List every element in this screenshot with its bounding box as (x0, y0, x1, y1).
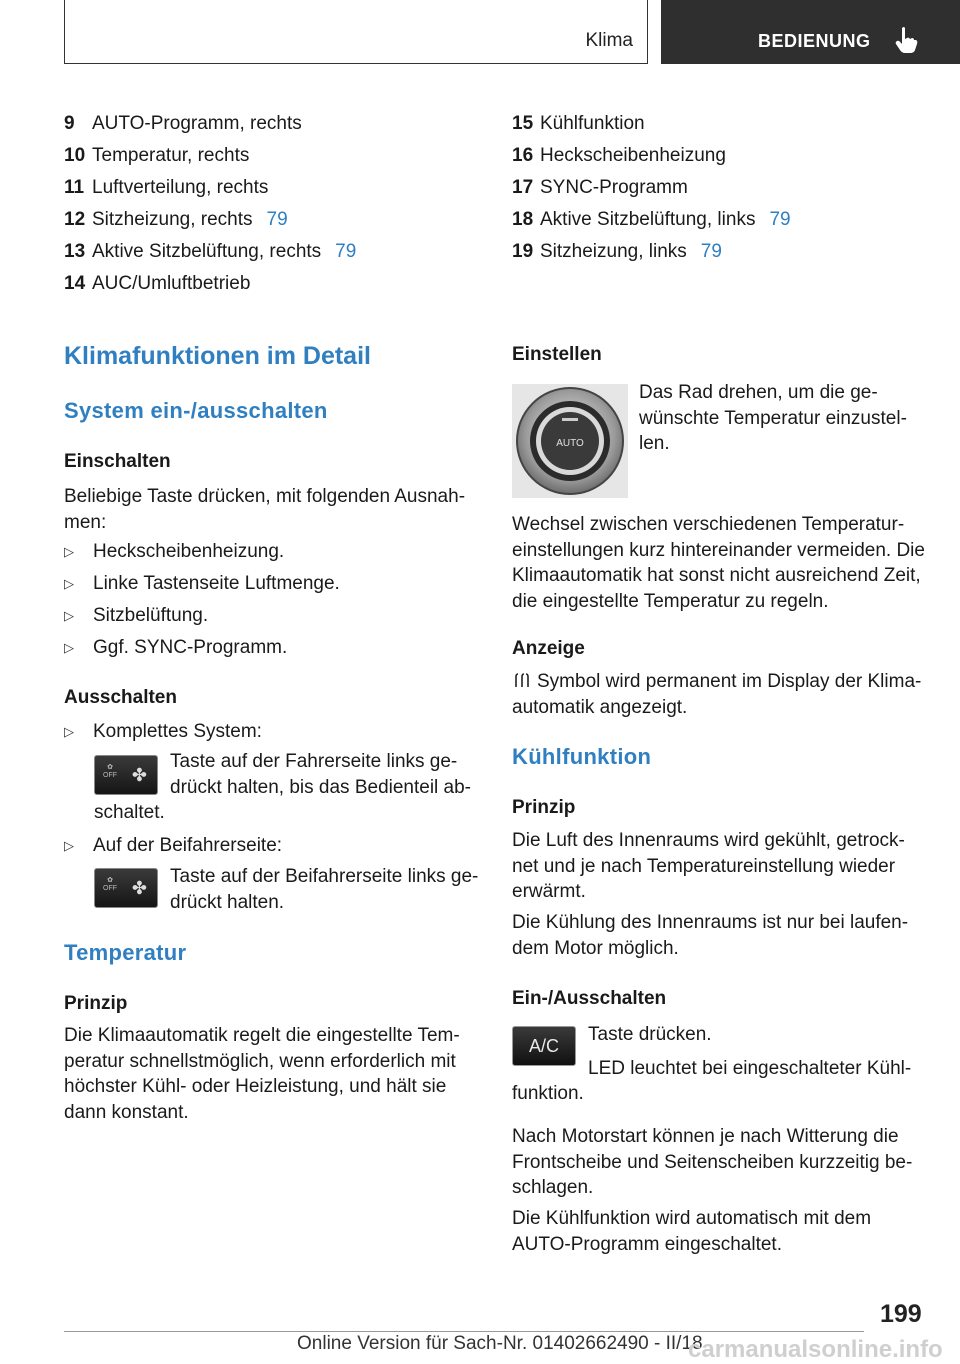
paragraph-aus-fahrer-cont: schaltet. (94, 802, 165, 823)
list-item: 18 Aktive Sitzbelüftung, links 79 (512, 209, 791, 230)
heading-prinzip: Prinzip (64, 993, 128, 1014)
pointing-hand-icon (893, 26, 919, 54)
chapter-title: BEDIENUNG (758, 31, 871, 51)
list-item: 17 SYNC-Programm (512, 177, 688, 198)
fan-small-icon: ✿ OFF (103, 877, 117, 892)
paragraph-kuehl-2: Die Kühlung des Innenraums ist nur bei laufen- dem Motor möglich. (512, 912, 909, 959)
list-item: 15 Kühlfunktion (512, 113, 645, 134)
off-fan-button-image (94, 868, 158, 908)
list-item: 10 Temperatur, rechts (64, 145, 250, 166)
page-ref-link[interactable]: 79 (335, 241, 357, 262)
page-ref-link[interactable]: 79 (769, 209, 791, 230)
section-title: Klima (585, 30, 633, 51)
list-item: 16 Heckscheibenheizung (512, 145, 726, 166)
page-ref-link[interactable]: 79 (266, 209, 288, 230)
fan-small-icon: ✿ OFF (103, 764, 117, 779)
paragraph-motorstart: Nach Motorstart können je nach Witterung die Frontscheibe und Seitenscheiben kurzzeitig be- schlagen. (512, 1126, 913, 1198)
footer-divider (64, 1331, 864, 1332)
list-item: 19 Sitzheizung, links 79 (512, 241, 722, 262)
list-item: 9 AUTO-Programm, rechts (64, 113, 302, 134)
heading-anzeige: Anzeige (512, 638, 585, 659)
triangle-bullet-icon: ▷ (64, 608, 74, 623)
knob-auto-label: AUTO (556, 438, 584, 449)
heading-ausschalten: Ausschalten (64, 687, 177, 708)
watermark: carmanualsonline.info (688, 1336, 943, 1363)
paragraph-prinzip-temperatur: Die Klimaautomatik regelt die eingestellte Tem- peratur schnellstmöglich, wenn erforderlich mit höchster Kühl- oder Heizleistung, und hält sie dann konstant. (64, 1025, 460, 1123)
header-chapter-box (661, 0, 960, 64)
triangle-bullet-icon: ▷ (64, 576, 74, 591)
heading-einschalten: Einschalten (64, 451, 171, 472)
page-number: 199 (880, 1300, 922, 1328)
triangle-bullet-icon: ▷ (64, 838, 74, 853)
temperature-knob-image (512, 384, 628, 498)
paragraph-led: LED leuchtet bei eingeschalteter Kühl- (588, 1058, 912, 1079)
subsection-heading-temperatur: Temperatur (64, 940, 187, 965)
paragraph-wechsel: Wechsel zwischen verschiedenen Temperatur- einstellungen kurz hintereinander vermeiden. Die Klimaautomatik hat sonst nicht ausreichend Zeit, die eingestellte Temperatur zu regeln. (512, 514, 925, 612)
paragraph-anzeige: Symbol wird permanent im Display der Klima- automatik angezeigt. (512, 671, 922, 718)
heading-ein-aus: Ein-/Ausschalten (512, 988, 667, 1009)
triangle-bullet-icon: ▷ (64, 544, 74, 559)
triangle-bullet-icon: ▷ (64, 724, 74, 739)
section-heading: Klimafunktionen im Detail (64, 342, 371, 370)
subsection-heading-system: System ein-/ausschalten (64, 398, 328, 423)
triangle-bullet-icon: ▷ (64, 640, 74, 655)
subsection-heading-kuehl: Kühlfunktion (512, 744, 652, 769)
heading-prinzip-kuehl: Prinzip (512, 797, 576, 818)
list-item: 14 AUC/Umluftbetrieb (64, 273, 251, 294)
paragraph-kuehl-1: Die Luft des Innenraums wird gekühlt, getrock- net und je nach Temperatureinstellung wieder erwärmt. (512, 830, 905, 902)
list-item: 11 Luftverteilung, rechts (64, 177, 269, 198)
footer-text: Online Version für Sach-Nr. 01402662490 - II/18 (297, 1333, 703, 1354)
list-item: 13 Aktive Sitzbelüftung, rechts 79 (64, 241, 357, 262)
heading-einstellen: Einstellen (512, 344, 602, 365)
paragraph-einstellen: Das Rad drehen, um die ge- wünschte Temperatur einzustel- len. (639, 382, 907, 454)
paragraph-aus-fahrer: Taste auf der Fahrerseite links ge- drückt halten, bis das Bedienteil ab- (170, 751, 472, 798)
header-section-box (64, 0, 648, 64)
legend-list-left (64, 108, 356, 300)
list-item: 12 Sitzheizung, rechts 79 (64, 209, 288, 230)
fan-icon: ✤ (131, 878, 147, 898)
paragraph-led-cont: funktion. (512, 1083, 584, 1104)
paragraph-einschalten: Beliebige Taste drücken, mit folgenden Ausnah- men: (64, 486, 466, 533)
legend-list-right (512, 108, 791, 268)
ac-button-image: A/C (512, 1026, 576, 1066)
fan-icon: ✤ (131, 765, 147, 785)
off-fan-button-image (94, 755, 158, 795)
temperature-knob-icon (512, 384, 628, 498)
page-ref-link[interactable]: 79 (700, 241, 722, 262)
paragraph-auto-programm: Die Kühlfunktion wird automatisch mit dem AUTO-Programm eingeschaltet. (512, 1208, 872, 1255)
paragraph-aus-beifahrer: Taste auf der Beifahrerseite links ge- drückt halten. (170, 866, 479, 913)
paragraph-taste-druecken: Taste drücken. (588, 1024, 712, 1045)
